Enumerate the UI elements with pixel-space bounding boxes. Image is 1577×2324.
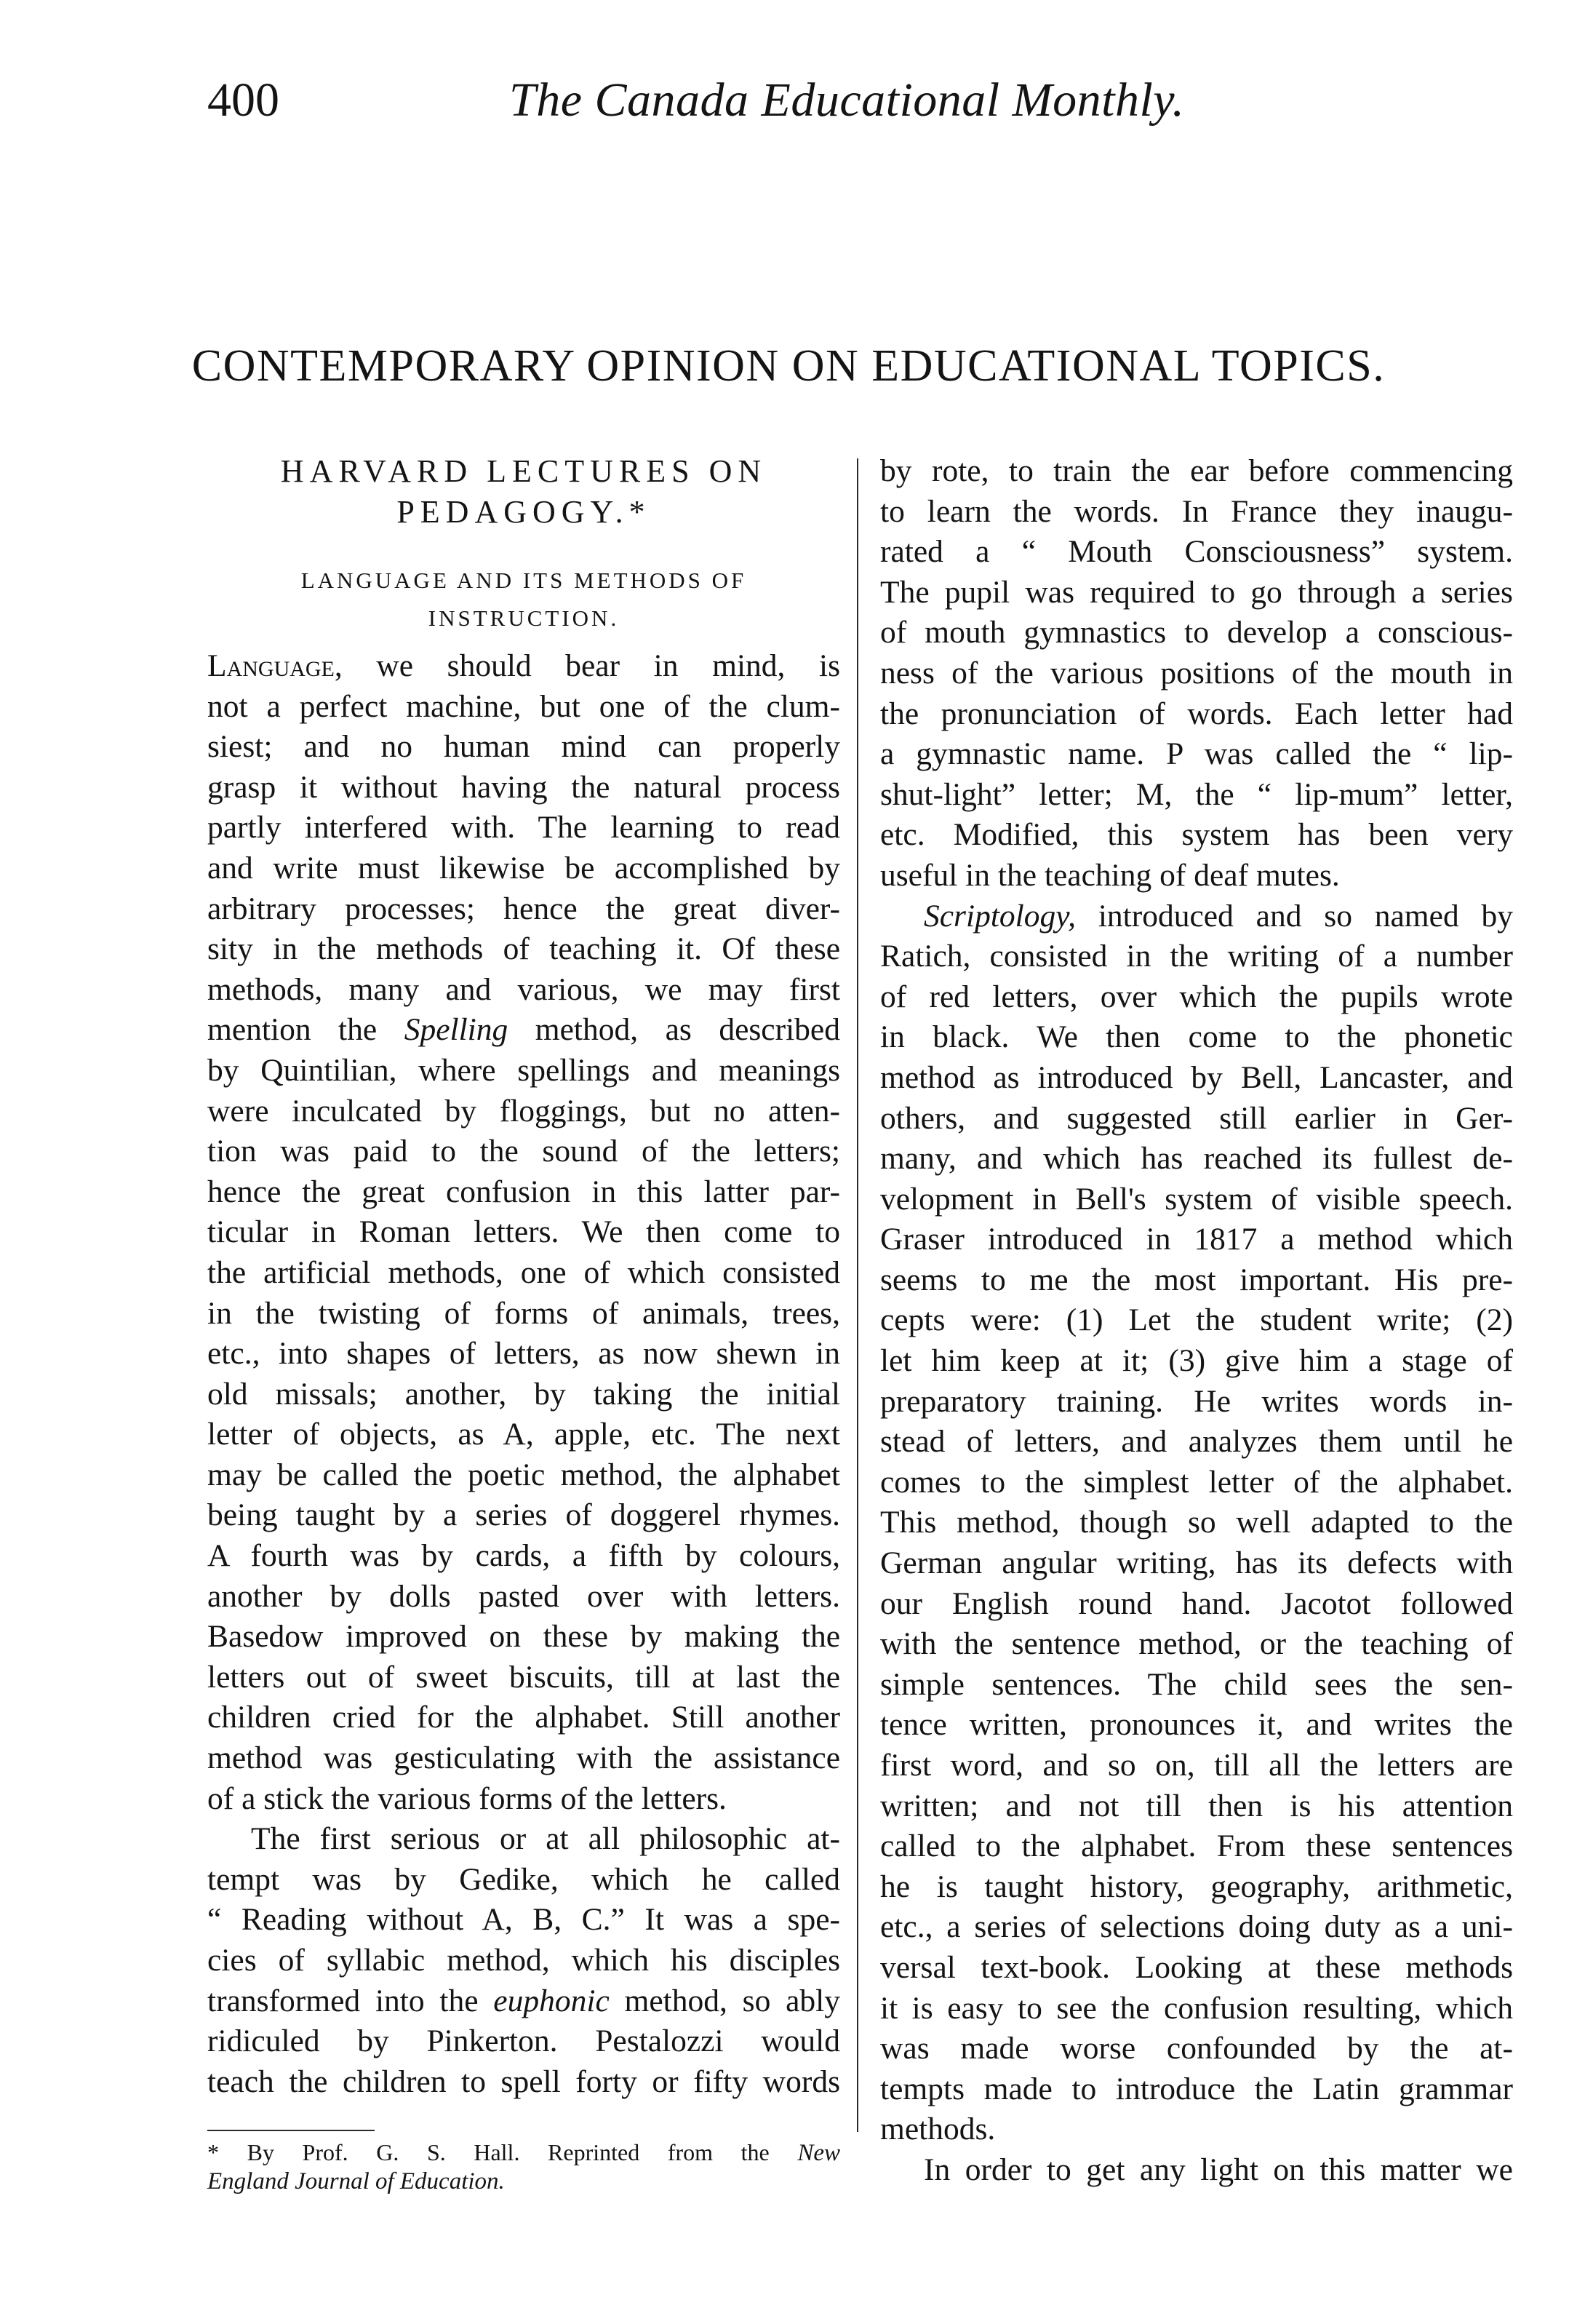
text-fragment: method, so ably — [609, 1983, 840, 2018]
text-line: may be called the poetic method, the alphabet — [207, 1457, 840, 1492]
italic-term: Spelling — [404, 1012, 508, 1048]
text-line: hence the great confusion in this latter par- — [207, 1174, 840, 1209]
text-line: many, and which has reached its fullest de- — [880, 1141, 1513, 1177]
text-line: Basedow improved on these by making the — [207, 1619, 840, 1655]
paragraph — [207, 1819, 840, 2102]
text-line: A fourth was by cards, a fifth by colours, — [207, 1538, 840, 1574]
text-line: The pupil was required to go through a series — [880, 574, 1513, 610]
text-line: methods. — [880, 2112, 996, 2147]
article-subtitle — [207, 562, 840, 637]
text-line: shut-light” letter; M, the “ lip-mum” letter, — [880, 776, 1513, 812]
text-line: by rote, to train the ear before commencing — [880, 453, 1513, 488]
text-line: the artificial methods, one of which consisted — [207, 1254, 840, 1290]
text-line: method as introduced by Bell, Lancaster, and — [880, 1059, 1513, 1095]
italic-term: Scriptology, — [924, 898, 1077, 934]
text-line: versal text-book. Looking at these methods — [880, 1949, 1513, 1985]
text-line: useful in the teaching of deaf mutes. — [880, 857, 1340, 893]
text-line: not a perfect machine, but one of the clum- — [207, 688, 840, 724]
text-line — [207, 1010, 840, 1051]
text-line: and write must likewise be accomplished by — [207, 850, 840, 886]
right-column — [880, 451, 1513, 2191]
article-subtitle-line: INSTRUCTION. — [428, 605, 620, 631]
text-line: children cried for the alphabet. Still another — [207, 1700, 840, 1735]
article-title-line: PEDAGOGY.* — [396, 494, 651, 530]
footnote — [207, 2138, 840, 2195]
article-subtitle-line: LANGUAGE AND ITS METHODS OF — [300, 568, 747, 593]
text-line: Ratich, consisted in the writing of a number — [880, 939, 1513, 974]
page-number: 400 — [207, 73, 279, 127]
text-line: letter of objects, as A, apple, etc. The next — [207, 1417, 840, 1452]
text-line: In order to get any light on this matter we — [924, 2152, 1513, 2187]
text-line: tence written, pronounces it, and writes the — [880, 1707, 1513, 1743]
text-line: of a stick the various forms of the letters. — [207, 1780, 727, 1816]
text-line: letters out of sweet biscuits, till at last the — [207, 1659, 840, 1695]
text-fragment: we should bear in mind, is — [342, 648, 840, 683]
column-divider — [857, 458, 858, 2132]
text-line: preparatory training. He writes words in- — [880, 1383, 1513, 1419]
text-line: arbitrary processes; hence the great diver- — [207, 891, 840, 926]
text-line: etc., a series of selections doing duty as a uni- — [880, 1909, 1513, 1945]
article-title — [207, 451, 840, 533]
text-line: to learn the words. In France they inaugu- — [880, 493, 1513, 529]
text-line: siest; and no human mind can properly — [207, 729, 840, 765]
text-line: The first serious or at all philosophic at- — [251, 1821, 840, 1857]
text-line: etc. Modified, this system has been very — [880, 817, 1513, 853]
text-line — [207, 646, 840, 687]
text-fragment: introduced and so named by — [1076, 898, 1513, 934]
text-line: being taught by a series of doggerel rhymes. — [207, 1497, 840, 1533]
text-fragment: transformed into the — [207, 1983, 494, 2018]
paragraph — [880, 451, 1513, 896]
running-title: The Canada Educational Monthly. — [509, 73, 1185, 127]
text-line: seems to me the most important. His pre- — [880, 1262, 1513, 1297]
text-line: teach the children to spell forty or fifty words — [207, 2064, 840, 2099]
text-line: cepts were: (1) Let the student write; (2) — [880, 1302, 1513, 1338]
text-line: methods, many and various, we may first — [207, 971, 840, 1007]
text-line: grasp it without having the natural process — [207, 769, 840, 805]
text-line: Graser introduced in 1817 a method which — [880, 1222, 1513, 1257]
text-line: German angular writing, has its defects with — [880, 1545, 1513, 1581]
text-line: ness of the various positions of the mouth in — [880, 655, 1513, 691]
text-line: the pronunciation of words. Each letter had — [880, 696, 1513, 731]
paragraph — [880, 896, 1513, 2150]
text-line: etc., into shapes of letters, as now shewn in — [207, 1336, 840, 1372]
text-line: others, and suggested still earlier in Ger- — [880, 1100, 1513, 1136]
footnote-rule — [207, 2130, 375, 2131]
text-line: in black. We then come to the phonetic — [880, 1019, 1513, 1055]
text-line: tempts made to introduce the Latin grammar — [880, 2071, 1513, 2106]
text-line: ridiculed by Pinkerton. Pestalozzi would — [207, 2023, 840, 2059]
italic-term: euphonic — [493, 1983, 610, 2018]
text-line: in the twisting of forms of animals, trees, — [207, 1295, 840, 1331]
text-line: another by dolls pasted over with letters. — [207, 1578, 840, 1614]
text-line: comes to the simplest letter of the alphabet. — [880, 1464, 1513, 1500]
text-line: it is easy to see the confusion resulting, which — [880, 1990, 1513, 2026]
text-line: This method, though so well adapted to the — [880, 1505, 1513, 1540]
section-title: CONTEMPORARY OPINION ON EDUCATIONAL TOPICS. — [191, 341, 1386, 391]
text-fragment: method, as described — [508, 1012, 840, 1048]
italic-term: England Journal of Education. — [207, 2168, 505, 2195]
text-line: “ Reading without A, B, C.” It was a spe- — [207, 1902, 840, 1938]
text-line: he is taught history, geography, arithmetic, — [880, 1869, 1513, 1904]
text-line: tion was paid to the sound of the letters; — [207, 1134, 840, 1169]
text-line — [207, 1981, 840, 2022]
text-line: let him keep at it; (3) give him a stage of — [880, 1343, 1513, 1379]
text-line: with the sentence method, or the teaching of — [880, 1626, 1513, 1662]
paragraph — [880, 2150, 1513, 2191]
lead-word: Language, — [207, 648, 343, 683]
text-line: first word, and so on, till all the letters are — [880, 1748, 1513, 1783]
text-line: was made worse confounded by the at- — [880, 2031, 1513, 2066]
paragraph — [207, 646, 840, 1819]
text-line: velopment in Bell's system of visible speech. — [880, 1181, 1513, 1217]
italic-term: New — [797, 2140, 840, 2167]
footnote-line — [207, 2138, 840, 2167]
text-line: were inculcated by floggings, but no atten- — [207, 1093, 840, 1129]
text-line: rated a “ Mouth Consciousness” system. — [880, 534, 1513, 570]
text-line: ticular in Roman letters. We then come to — [207, 1214, 840, 1250]
text-line: partly interfered with. The learning to read — [207, 810, 840, 845]
text-line: by Quintilian, where spellings and meanings — [207, 1052, 840, 1088]
footnote-line — [207, 2167, 840, 2195]
left-column — [207, 451, 840, 2195]
text-line: a gymnastic name. P was called the “ lip- — [880, 736, 1513, 772]
text-line — [880, 896, 1513, 937]
running-header — [0, 73, 1577, 131]
text-line: stead of letters, and analyzes them until he — [880, 1424, 1513, 1460]
text-fragment: * By Prof. G. S. Hall. Reprinted from the — [207, 2139, 798, 2166]
text-line: written; and not till then is his attention — [880, 1788, 1513, 1823]
text-line: sity in the methods of teaching it. Of these — [207, 931, 840, 967]
text-line: called to the alphabet. From these sentences — [880, 1828, 1513, 1864]
text-line: our English round hand. Jacotot followed — [880, 1585, 1513, 1621]
text-line: old missals; another, by taking the initial — [207, 1376, 840, 1412]
text-line: cies of syllabic method, which his disciples — [207, 1943, 840, 1978]
article-title-line: HARVARD LECTURES ON — [280, 453, 767, 489]
text-line: of mouth gymnastics to develop a conscious- — [880, 615, 1513, 650]
text-line: method was gesticulating with the assistance — [207, 1740, 840, 1776]
text-line: tempt was by Gedike, which he called — [207, 1861, 840, 1897]
text-fragment: mention the — [207, 1012, 404, 1048]
text-line: of red letters, over which the pupils wrote — [880, 979, 1513, 1014]
text-line: simple sentences. The child sees the sen- — [880, 1666, 1513, 1702]
